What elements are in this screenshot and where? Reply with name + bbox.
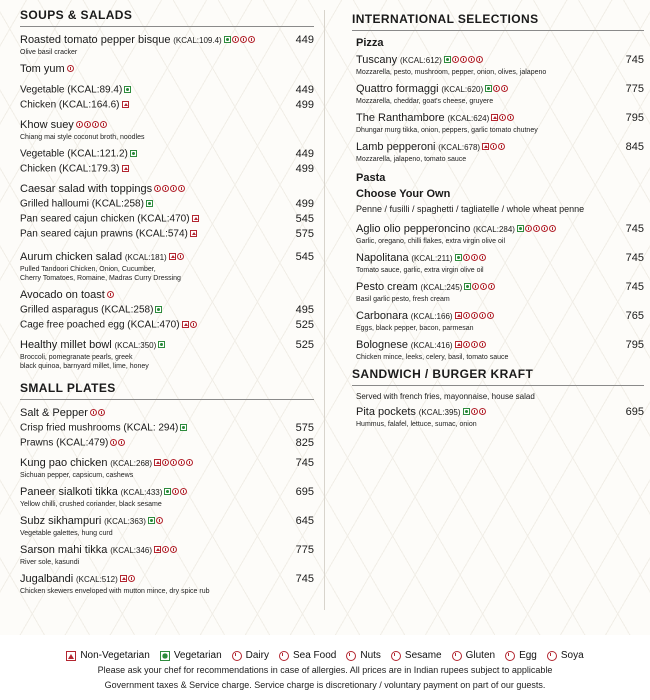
item-name: Kung pao chicken [20,457,108,469]
legend-label: Egg [519,650,537,661]
item-desc: Chicken skewers enveloped with mutton mince, dry spice rub [20,588,210,595]
dairy-icon [472,283,479,290]
dairy-icon [452,56,459,63]
menu-item-aurum-chicken [20,250,314,283]
item-kcal: (KCAL:612) [399,56,442,65]
item-desc: Mozzarella, pesto, mushroom, pepper, onion, olives, jalapeno [356,69,547,76]
item-kcal: (KCAL:284) [473,225,515,234]
item-name: Roasted tomato pepper bisque [20,34,171,46]
nonveg-icon [192,215,199,222]
item-desc: Eggs, black pepper, bacon, parmesan [356,325,474,332]
variant-price: 545 [295,213,314,225]
veg-icon [224,36,231,43]
item-name: Lamb pepperoni [356,141,436,153]
veg-icon [463,408,470,415]
item-kcal: (KCAL:416) [410,341,453,350]
legend-label: Vegetarian [173,650,222,661]
item-name: Paneer sialkoti tikka [20,486,118,498]
nuts-icon [468,56,475,63]
item-name: Avocado on toast [20,289,105,301]
legend-label: Dairy [245,650,269,661]
gluten-icon [480,283,487,290]
veg-icon [455,254,462,261]
sesame-icon [186,459,193,466]
soya-icon [549,225,556,232]
nonveg-icon [122,101,129,108]
item-price: 695 [295,486,314,498]
gluten-icon [162,185,169,192]
nuts-icon [541,225,548,232]
gluten-icon [240,36,247,43]
variant-price: 575 [295,422,314,434]
dairy-icon [172,488,179,495]
sesame-icon [391,651,401,661]
sea-food-icon [178,185,185,192]
variant-label: Pan seared cajun chicken (KCAL:470) [20,214,190,225]
variant-label: Chicken (KCAL:164.6) [20,100,120,111]
variant-label: Chicken (KCAL:179.3) [20,164,120,175]
menu-item-quattro-formaggi [356,82,644,106]
soya-icon [487,312,494,319]
item-name: The Ranthambore [356,112,445,124]
gluten-icon [471,408,478,415]
dairy-icon [463,254,470,261]
gluten-icon [170,459,177,466]
veg-icon [444,56,451,63]
variant-price: 575 [295,228,314,240]
item-name: Aglio olio pepperoncino [356,223,471,235]
variant-price: 499 [295,198,314,210]
gluten-icon [84,121,91,128]
nuts-icon [479,254,486,261]
variant-price: 499 [295,99,314,111]
menu-item-bolognese [356,338,644,362]
item-price: 775 [625,83,644,95]
menu-item-lamb-pepperoni [356,140,644,164]
variant-label: Grilled asparagus (KCAL:258) [20,305,154,316]
item-name: Salt & Pepper [20,407,88,419]
allergen-icons [224,33,256,47]
disclaimer-line: Please ask your chef for recommendations in case of allergies. All prices are in Indian rupees subject to applicable [97,665,553,675]
egg-icon [505,651,515,661]
allergen-legend [0,650,650,661]
veg-icon [517,225,524,232]
nonveg-icon [491,114,498,121]
variant-price: 449 [295,84,314,96]
menu-item-pesto-cream [356,280,644,304]
nuts-icon [346,651,356,661]
item-desc: Hummus, falafel, lettuce, sumac, onion [356,421,477,428]
item-kcal: (KCAL:395) [418,408,461,417]
nonveg-icon [122,165,129,172]
item-name: Tom yum [20,63,65,75]
item-price: 545 [295,251,314,263]
gluten-icon [471,254,478,261]
item-kcal: (KCAL:181) [124,253,167,262]
menu-item-khow-suey [20,118,314,177]
item-desc: Pulled Tandoori Chicken, Onion, Cucumber, [20,266,156,273]
subsection-title-pizza: Pizza [356,37,384,49]
legend-label: Non-Vegetarian [80,650,150,661]
menu-item-paneer-tikka [20,485,314,509]
soya-icon [178,459,185,466]
sesame-icon [479,408,486,415]
legend-label: Sea Food [292,650,337,661]
item-kcal: (KCAL:245) [420,283,463,292]
item-price: 795 [625,339,644,351]
veg-icon [464,283,471,290]
nonveg-icon [154,459,161,466]
nonveg-icon [482,143,489,150]
legend-label: Gluten [465,650,496,661]
gluten-icon [90,409,97,416]
subsection-title-choose: Choose Your Own [356,188,451,200]
menu-item-kung-pao [20,456,314,480]
variant-label: Prawns (KCAL:479) [20,438,109,449]
item-desc: Cherry Tomatoes, Romaine, Madras Curry Dressing [20,275,181,282]
menu-item-pita-pockets [356,405,644,429]
menu-item-avocado-toast [20,288,314,333]
item-price: 449 [295,34,314,46]
menu-item-subz-sikhampuri [20,514,314,538]
soya-icon [476,56,483,63]
subsection-title-pasta: Pasta [356,172,386,184]
veg-icon [160,651,170,661]
dairy-icon [525,225,532,232]
sesame-icon [180,488,187,495]
section-title-soups: SOUPS & SALADS [20,8,314,27]
egg-icon [479,312,486,319]
item-price: 765 [625,310,644,322]
item-desc: River sole, kasundi [20,559,80,566]
soya-icon [98,409,105,416]
veg-icon [485,85,492,92]
nuts-icon [488,283,495,290]
item-kcal: (KCAL:109.4) [173,36,222,45]
gluten-icon [471,341,478,348]
section-title-small-plates: SMALL PLATES [20,381,314,400]
nonveg-icon [190,230,197,237]
dairy-icon [463,341,470,348]
item-desc: Broccoli, pomegranate pearls, greek [20,354,133,361]
item-kcal: (KCAL:512) [76,575,118,584]
right-column [352,12,644,434]
item-price: 795 [625,112,644,124]
menu-item-napolitana [356,251,644,275]
variant-price: 495 [295,304,314,316]
item-name: Aurum chicken salad [20,251,123,263]
item-desc: Chicken mince, leeks, celery, basil, tomato sauce [356,354,509,361]
item-desc: black quinoa, barnyard millet, lime, honey [20,363,149,370]
item-desc: Tomato sauce, garlic, extra virgin olive oil [356,267,484,274]
menu-item-roasted-tomato [20,33,314,57]
variant-label: Grilled halloumi (KCAL:258) [20,199,144,210]
nonveg-icon [455,341,462,348]
dairy-icon [499,114,506,121]
item-price: 745 [295,573,314,585]
item-desc: Olive basil cracker [20,49,78,56]
item-name: Healthy millet bowl [20,339,112,351]
item-name: Bolognese [356,339,408,351]
variant-label: Vegetable (KCAL:121.2) [20,149,128,160]
item-price: 645 [295,515,314,527]
dairy-icon [490,143,497,150]
nonveg-icon [154,546,161,553]
item-kcal: (KCAL:678) [438,143,481,152]
item-name: Tuscany [356,54,398,66]
gluten-icon [507,114,514,121]
variant-label: Vegetable (KCAL:89.4) [20,85,123,96]
item-price: 745 [295,457,314,469]
item-name: Jugalbandi [20,573,74,585]
item-kcal: (KCAL:350) [114,341,157,350]
egg-icon [190,321,197,328]
item-name: Carbonara [356,310,408,322]
veg-icon [180,424,187,431]
item-kcal: (KCAL:268) [110,459,153,468]
menu-item-carbonara [356,309,644,333]
disclaimer-line: Government taxes & Service charge. Service charge is discretionary / voluntary payment on part of our guests. [104,680,546,690]
item-kcal: (KCAL:620) [441,85,484,94]
dairy-icon [128,575,135,582]
sea-food-icon [279,651,289,661]
menu-footer [0,640,650,700]
nuts-icon [248,36,255,43]
sesame-icon [100,121,107,128]
item-kcal: (KCAL:166) [410,312,453,321]
dairy-icon [232,36,239,43]
section-title-sandwich: SANDWICH / BURGER KRAFT [352,367,644,386]
variant-label: Crisp fried mushrooms (KCAL: 294) [20,423,179,434]
item-price: 745 [625,54,644,66]
sea-food-icon [118,439,125,446]
item-desc: Sichuan pepper, capsicum, cashews [20,472,134,479]
item-desc: Yellow chilli, crushed coriander, black sesame [20,501,162,508]
nuts-icon [479,341,486,348]
veg-icon [146,200,153,207]
menu-item-millet-bowl [20,338,314,371]
veg-icon [148,517,155,524]
dairy-icon [154,185,161,192]
legend-label: Soya [560,650,584,661]
dairy-icon [170,546,177,553]
nuts-icon [162,459,169,466]
item-name: Caesar salad with toppings [20,183,153,195]
item-kcal: (KCAL:346) [110,546,153,555]
item-desc: Mozzarella, cheddar, goat's cheese, gruyere [356,98,494,105]
item-name: Pesto cream [356,281,418,293]
veg-icon [158,341,165,348]
variant-price: 499 [295,163,314,175]
item-desc: Basil garlic pesto, fresh cream [356,296,450,303]
dairy-icon [493,85,500,92]
nonveg-icon [169,253,176,260]
soya-icon [92,121,99,128]
item-name: Pita pockets [356,406,416,418]
nonveg-icon [182,321,189,328]
item-name: Khow suey [20,119,74,131]
sandwich-note: Served with french fries, mayonnaise, house salad [356,392,535,401]
egg-icon [170,185,177,192]
menu-item-jugalbandi [20,572,314,596]
variant-price: 449 [295,148,314,160]
item-name: Quattro formaggi [356,83,439,95]
menu-item-salt-pepper [20,406,314,451]
item-price: 845 [625,141,644,153]
menu-item-sarson-mahi [20,543,314,567]
item-price: 695 [625,406,644,418]
sea-food-icon [162,546,169,553]
dairy-icon [463,312,470,319]
nonveg-icon [455,312,462,319]
item-name: Napolitana [356,252,409,264]
column-divider [324,10,325,610]
gluten-icon [107,291,114,298]
section-title-international: INTERNATIONAL SELECTIONS [352,12,644,31]
variant-label: Cage free poached egg (KCAL:470) [20,320,180,331]
veg-icon [155,306,162,313]
item-price: 745 [625,281,644,293]
item-name: Subz sikhampuri [20,515,102,527]
item-desc: Dhungar murg tikka, onion, peppers, garlic tomato chutney [356,127,538,134]
menu-item-caesar-salad [20,182,314,242]
gluten-icon [460,56,467,63]
item-price: 775 [295,544,314,556]
menu-item-tuscany [356,53,644,77]
veg-icon [164,488,171,495]
gluten-icon [501,85,508,92]
gluten-icon [67,65,74,72]
gluten-icon [471,312,478,319]
menu-item-tom-yum [20,62,314,113]
menu-item-aglio-olio [356,222,644,246]
soya-icon [547,651,557,661]
nuts-icon [76,121,83,128]
nonveg-icon [120,575,127,582]
item-desc: Garlic, oregano, chilli flakes, extra virgin olive oil [356,238,506,245]
item-price: 745 [625,223,644,235]
item-price: 525 [295,339,314,351]
gluten-icon [452,651,462,661]
left-column [20,8,314,601]
gluten-icon [533,225,540,232]
veg-icon [124,86,131,93]
dairy-icon [156,517,163,524]
item-kcal: (KCAL:363) [104,517,146,526]
item-desc: Vegetable galettes, hung curd [20,530,113,537]
item-kcal: (KCAL:433) [120,488,163,497]
legend-label: Nuts [360,650,381,661]
gluten-icon [498,143,505,150]
item-kcal: (KCAL:211) [411,254,453,263]
dairy-icon [177,253,184,260]
pasta-options-note: Penne / fusilli / spaghetti / tagliatelle / whole wheat penne [356,204,585,214]
variant-label: Pan seared cajun prawns (KCAL:574) [20,229,188,240]
sea-food-icon [110,439,117,446]
nonveg-icon [66,651,76,661]
variant-price: 525 [295,319,314,331]
item-kcal: (KCAL:624) [447,114,490,123]
menu-item-ranthambore [356,111,644,135]
item-desc: Mozzarella, jalapeno, tomato sauce [356,156,467,163]
dairy-icon [232,651,242,661]
variant-price: 825 [295,437,314,449]
item-name: Sarson mahi tikka [20,544,108,556]
veg-icon [130,150,137,157]
item-desc: Chiang mai style coconut broth, noodles [20,134,145,141]
legend-label: Sesame [404,650,442,661]
item-price: 745 [625,252,644,264]
